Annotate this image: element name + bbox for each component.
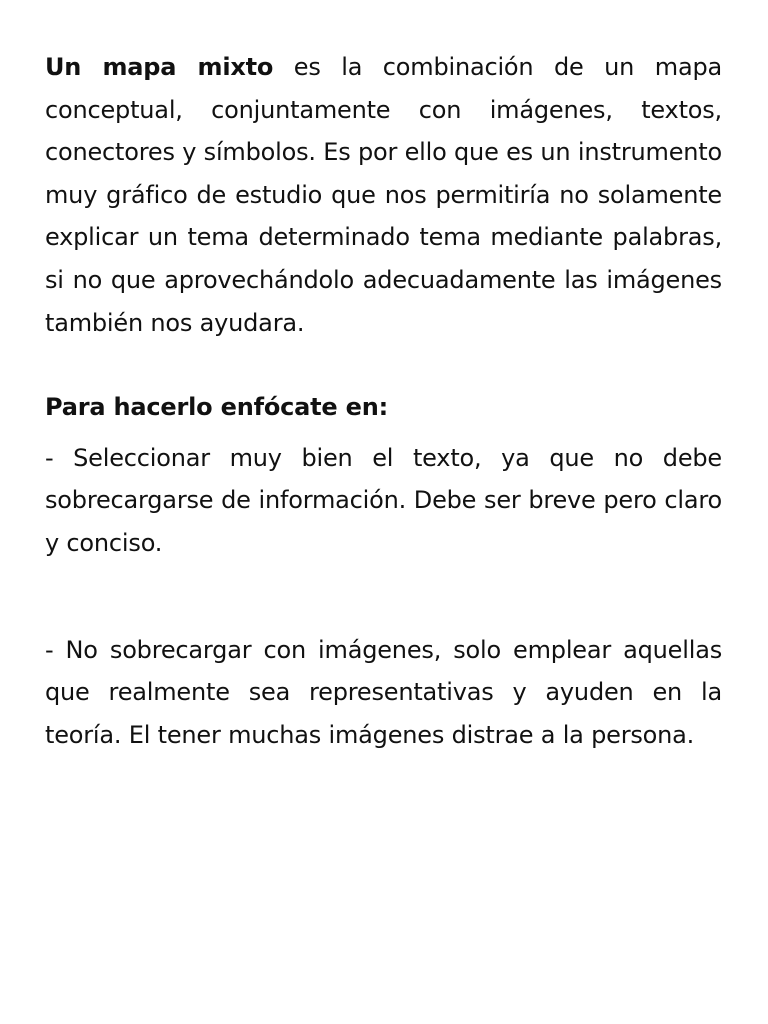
- bullet-item: - No sobrecargar con imágenes, solo emplear aquellas que realmente sea representativas y ayuden en la teoría. El tener muchas imágenes distrae a la persona.: [45, 635, 722, 749]
- intro-text: es la combinación de un mapa conceptual, conjuntamente con imágenes, textos, conectores y símbolos. Es por ello que es un instrumento muy gráfico de estudio que nos permitiría no solamente explicar un tema determinado tema mediante palabras, si no que aprovechándolo adecuadamente las imágenes también nos ayudara.: [45, 53, 722, 337]
- section-heading: Para hacerlo enfócate en:: [45, 393, 389, 422]
- document-page: [45, 46, 722, 756]
- intro-term: Un mapa mixto: [45, 53, 274, 81]
- intro-paragraph: [45, 46, 722, 344]
- bullet-item: - Seleccionar muy bien el texto, ya que no debe sobrecargarse de información. Debe ser breve pero claro y conciso.: [45, 443, 722, 557]
